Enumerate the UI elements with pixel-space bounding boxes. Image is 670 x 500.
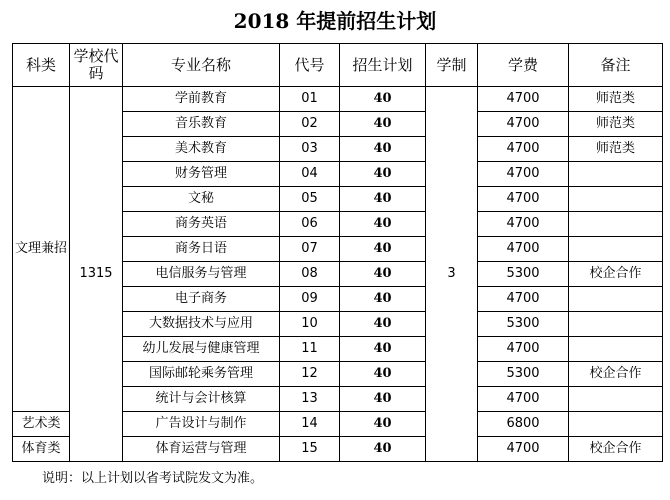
quota-cell: 40 xyxy=(340,412,426,437)
header-major: 专业名称 xyxy=(123,44,280,87)
quota-cell: 40 xyxy=(340,337,426,362)
major-code-cell: 08 xyxy=(280,262,340,287)
header-years: 学制 xyxy=(426,44,478,87)
note-cell xyxy=(569,312,663,337)
major-code-cell: 14 xyxy=(280,412,340,437)
major-code-cell: 01 xyxy=(280,87,340,112)
major-code-cell: 06 xyxy=(280,212,340,237)
major-name-cell: 音乐教育 xyxy=(123,112,280,137)
page-title: 2018 年提前招生计划 xyxy=(233,9,437,33)
header-school-code: 学校代码 xyxy=(70,44,123,87)
major-name-cell: 电子商务 xyxy=(123,287,280,312)
fee-cell: 6800 xyxy=(478,412,569,437)
fee-cell: 4700 xyxy=(478,437,569,462)
quota-cell: 40 xyxy=(340,87,426,112)
enrollment-plan-table xyxy=(12,43,663,462)
major-name-cell: 财务管理 xyxy=(123,162,280,187)
quota-cell: 40 xyxy=(340,387,426,412)
fee-cell: 4700 xyxy=(478,137,569,162)
fee-cell: 4700 xyxy=(478,337,569,362)
quota-cell: 40 xyxy=(340,162,426,187)
fee-cell: 5300 xyxy=(478,362,569,387)
note-cell xyxy=(569,412,663,437)
quota-cell: 40 xyxy=(340,237,426,262)
footnote: 说明：以上计划以省考试院发文为准。 xyxy=(42,471,264,486)
major-name-cell: 商务英语 xyxy=(123,212,280,237)
major-name-cell: 统计与会计核算 xyxy=(123,387,280,412)
note-cell: 校企合作 xyxy=(569,437,663,462)
header-note: 备注 xyxy=(569,44,663,87)
major-name-cell: 国际邮轮乘务管理 xyxy=(123,362,280,387)
category-cell-science: 文理兼招 xyxy=(13,87,70,412)
note-cell xyxy=(569,237,663,262)
category-cell-art: 艺术类 xyxy=(13,412,70,437)
quota-cell: 40 xyxy=(340,437,426,462)
quota-cell: 40 xyxy=(340,212,426,237)
quota-cell: 40 xyxy=(340,187,426,212)
header-code: 代号 xyxy=(280,44,340,87)
note-cell xyxy=(569,187,663,212)
major-code-cell: 12 xyxy=(280,362,340,387)
major-code-cell: 11 xyxy=(280,337,340,362)
table-row xyxy=(13,87,663,112)
quota-cell: 40 xyxy=(340,312,426,337)
fee-cell: 4700 xyxy=(478,162,569,187)
years-cell: 3 xyxy=(426,87,478,462)
major-name-cell: 美术教育 xyxy=(123,137,280,162)
major-code-cell: 02 xyxy=(280,112,340,137)
major-name-cell: 学前教育 xyxy=(123,87,280,112)
category-cell-sports: 体育类 xyxy=(13,437,70,462)
major-code-cell: 13 xyxy=(280,387,340,412)
major-name-cell: 文秘 xyxy=(123,187,280,212)
fee-cell: 4700 xyxy=(478,387,569,412)
major-name-cell: 电信服务与管理 xyxy=(123,262,280,287)
quota-cell: 40 xyxy=(340,287,426,312)
major-name-cell: 幼儿发展与健康管理 xyxy=(123,337,280,362)
note-cell: 师范类 xyxy=(569,137,663,162)
fee-cell: 4700 xyxy=(478,237,569,262)
header-category: 科类 xyxy=(13,44,70,87)
note-cell xyxy=(569,212,663,237)
table-header-row xyxy=(13,44,663,87)
school-code-cell: 1315 xyxy=(70,87,123,462)
note-cell: 校企合作 xyxy=(569,262,663,287)
note-cell xyxy=(569,162,663,187)
major-code-cell: 07 xyxy=(280,237,340,262)
note-cell: 师范类 xyxy=(569,87,663,112)
header-fee: 学费 xyxy=(478,44,569,87)
major-name-cell: 体育运营与管理 xyxy=(123,437,280,462)
major-name-cell: 大数据技术与应用 xyxy=(123,312,280,337)
note-cell: 师范类 xyxy=(569,112,663,137)
fee-cell: 4700 xyxy=(478,287,569,312)
note-cell xyxy=(569,337,663,362)
header-quota: 招生计划 xyxy=(340,44,426,87)
quota-cell: 40 xyxy=(340,137,426,162)
note-cell xyxy=(569,287,663,312)
major-code-cell: 15 xyxy=(280,437,340,462)
fee-cell: 4700 xyxy=(478,87,569,112)
fee-cell: 4700 xyxy=(478,187,569,212)
major-name-cell: 商务日语 xyxy=(123,237,280,262)
fee-cell: 4700 xyxy=(478,212,569,237)
major-code-cell: 03 xyxy=(280,137,340,162)
quota-cell: 40 xyxy=(340,262,426,287)
fee-cell: 5300 xyxy=(478,262,569,287)
major-code-cell: 05 xyxy=(280,187,340,212)
fee-cell: 4700 xyxy=(478,112,569,137)
major-code-cell: 04 xyxy=(280,162,340,187)
quota-cell: 40 xyxy=(340,362,426,387)
major-name-cell: 广告设计与制作 xyxy=(123,412,280,437)
major-code-cell: 09 xyxy=(280,287,340,312)
quota-cell: 40 xyxy=(340,112,426,137)
major-code-cell: 10 xyxy=(280,312,340,337)
note-cell xyxy=(569,387,663,412)
note-cell: 校企合作 xyxy=(569,362,663,387)
fee-cell: 5300 xyxy=(478,312,569,337)
